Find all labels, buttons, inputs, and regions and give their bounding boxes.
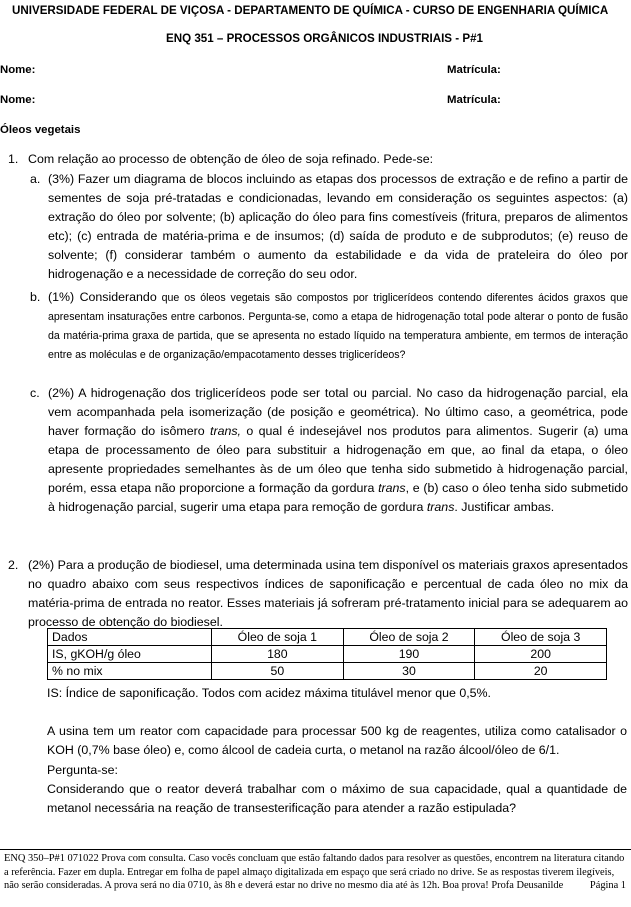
- course-title: ENQ 351 – PROCESSOS ORGÂNICOS INDUSTRIAIS - P#1: [166, 32, 483, 45]
- table-cell: 190: [343, 646, 475, 663]
- q1c-part4: . Justificar ambas.: [454, 500, 555, 514]
- table-note: IS: Índice de saponificação. Todos com acidez máxima titulável menor que 0,5%.: [47, 686, 492, 700]
- table-cell: 180: [212, 646, 344, 663]
- table-cell: 20: [475, 663, 607, 680]
- q1c-part3: , e (b) caso o óleo tenha sido submetido à hidrogenação parcial, sugerir uma etapa para remoção de gordura: [48, 481, 628, 514]
- q1b-text: [48, 288, 628, 365]
- q2-number: 2.: [8, 558, 19, 572]
- q1c-marker: c.: [30, 386, 40, 400]
- university-header: UNIVERSIDADE FEDERAL DE VIÇOSA - DEPARTAMENTO DE QUÍMICA - CURSO DE ENGENHARIA QUÍMICA: [12, 4, 609, 17]
- q1-text: Com relação ao processo de obtenção de óleo de soja refinado. Pede-se:: [28, 152, 434, 166]
- table-cell: 50: [212, 663, 344, 680]
- footer: [4, 852, 626, 893]
- matricula-label-1: Matrícula:: [447, 64, 501, 76]
- q1-number: 1.: [8, 152, 19, 166]
- matricula-label-2: Matrícula:: [447, 94, 501, 106]
- q1b-lead: (1%) Considerando: [48, 290, 157, 304]
- name-label-1: Nome:: [0, 64, 36, 76]
- q1b-body: que os óleos vegetais são compostos por triglicerídeos contendo diferentes ácidos graxos que apresentam insaturações entre carbonos. Pergunta-se, como a etapa de hidrogenação total pode alterar o ponto de fusão da matéria-prima graxa de partida, que se apresenta no estado líquido na temperatura ambiente, em termos de interação entre as moléculas e de organização/empacotamento desses triglicerídeos?: [48, 292, 628, 361]
- q1c-part2: o qual é indesejável nos produtos para alimentos. Sugerir (a) uma etapa de processamento de óleo para substituir a hidrogenação em que, ao final da etapa, o óleo apresente propriedades semelhantes às de um óleo que tenha sido submetido à hidrogenação parcial, porém, essa etapa não proporcione a formação da gordura: [48, 424, 628, 495]
- q2-text: (2%) Para a produção de biodiesel, uma determinada usina tem disponível os materiais graxos apresentados no quadro abaixo com seus respectivos índices de saponificação e percentual de cada óleo no mix da matéria-prima de entrada no reator. Esses materiais já sofreram pré-tratamento inicial para se adequarem ao processo de obtenção do biodiesel.: [28, 558, 628, 629]
- saponification-table: [47, 628, 607, 680]
- name-label-2: Nome:: [0, 94, 36, 106]
- q1b-marker: b.: [30, 290, 41, 304]
- table-header-cell: Óleo de soja 3: [475, 629, 607, 646]
- q1c-text: [48, 384, 628, 517]
- q1c-trans-3: trans: [426, 500, 455, 514]
- table-cell: IS, gKOH/g óleo: [48, 646, 212, 663]
- table-row: [48, 646, 607, 663]
- table-row: [48, 663, 607, 680]
- question-label: Pergunta-se:: [47, 763, 118, 777]
- q2-paragraph-1: A usina tem um reator com capacidade para processar 500 kg de reagentes, utiliza como catalisador o KOH (0,7% base óleo) e, como álcool de cadeia curta, o metanol na razão álcool/óleo de 6/1.: [47, 724, 627, 757]
- q1c-trans-2: trans: [378, 481, 406, 495]
- page-number: Página 1: [589, 880, 626, 892]
- table-cell: % no mix: [48, 663, 212, 680]
- table-cell: 200: [475, 646, 607, 663]
- q1c-trans-1: trans,: [210, 424, 241, 438]
- q1a-text: (3%) Fazer um diagrama de blocos incluindo as etapas dos processos de extração e de refino a partir de sementes de soja pré-tratadas e condicionadas, levando em consideração os seguintes aspectos: (a) extração do óleo por solvente; (b) aplicação do óleo para fins comestíveis (fritura, preparos de alimentos etc); (c) entrada de matéria-prima e de insumos; (d) saída de produto e de subprodutos; (e) reuso de solvente; (f) considerar também o aumento da estabilidade e da vida de prateleira do óleo por hidrogenação e a necessidade de correção do seu odor.: [48, 172, 628, 281]
- footer-divider: [0, 849, 631, 850]
- q2-paragraph-2: Considerando que o reator deverá trabalhar com o máximo de sua capacidade, qual a quantidade de metanol necessária na reação de transesterificação para atender a razão estipulada?: [47, 782, 627, 815]
- table-header-cell: Dados: [48, 629, 212, 646]
- table-header-cell: Óleo de soja 2: [343, 629, 475, 646]
- table-header-cell: Óleo de soja 1: [212, 629, 344, 646]
- table-header-row: [48, 629, 607, 646]
- table-cell: 30: [343, 663, 475, 680]
- q1c-part1: (2%) A hidrogenação dos triglicerídeos pode ser total ou parcial. No caso da hidrogenação parcial, ela vem acompanhada pela isomerização (de posição e geométrica). No último caso, a geométrica, pode haver formação do isômero: [48, 386, 628, 438]
- section-title: Óleos vegetais: [0, 124, 81, 136]
- q1a-marker: a.: [30, 172, 41, 186]
- footer-text: ENQ 350–P#1 071022 Prova com consulta. Caso vocês concluam que estão faltando dados para resolver as questões, encontrem na literatura citando a referência. Fazer em dupla. Entregar em folha de papel almaço digitalizada em espaço que será criado no drive. Se as respostas tiverem ilegíveis, não serão consideradas. A prova será no dia 0710, às 8h e deverá estar no drive no mesmo dia até às 12h. Boa prova! Profa Deusanilde: [4, 853, 625, 892]
